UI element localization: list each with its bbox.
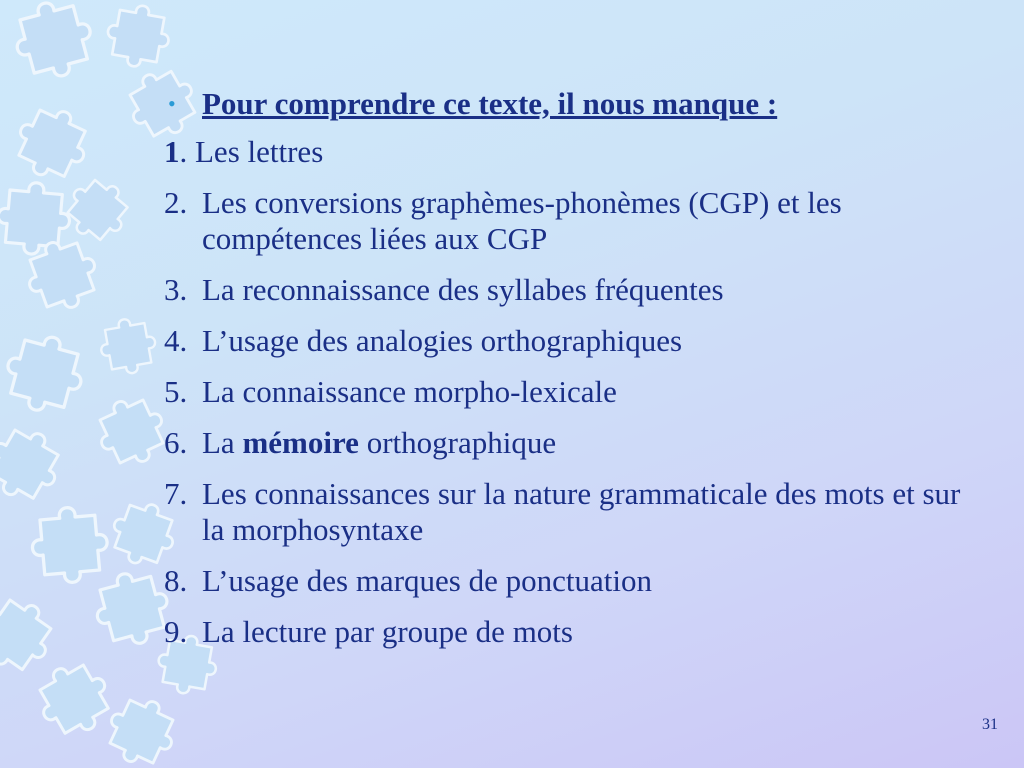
list-item-number: 5. xyxy=(164,374,188,409)
list-item-number: 6. xyxy=(164,425,188,460)
list-item-text: La lecture par groupe de mots xyxy=(202,614,573,649)
list-item-4 xyxy=(164,323,984,359)
list-item-number: 8. xyxy=(164,563,188,598)
list-item-5 xyxy=(164,374,984,410)
list-item-6 xyxy=(164,425,984,461)
list-item-1 xyxy=(164,134,984,170)
list-item-text: L’usage des analogies orthographiques xyxy=(202,323,683,358)
list-item-emphasis: mémoire xyxy=(242,425,359,460)
list-item-number: 1 xyxy=(164,134,180,169)
list-item-text xyxy=(202,425,984,461)
heading-row xyxy=(164,86,984,122)
list-item-text: L’usage des marques de ponctuation xyxy=(202,563,652,598)
list-item-rest: . Les lettres xyxy=(179,134,324,169)
list-item-text xyxy=(164,134,984,170)
list-item-text: La connaissance morpho-lexicale xyxy=(202,374,617,409)
list-item-3 xyxy=(164,272,984,308)
list-item-number: 2. xyxy=(164,185,188,220)
list-item-number: 4. xyxy=(164,323,188,358)
slide-heading: Pour comprendre ce texte, il nous manque : xyxy=(202,86,778,121)
list-item-8 xyxy=(164,563,984,599)
list-item-7 xyxy=(164,476,984,548)
list-item-number: 9. xyxy=(164,614,188,649)
list-item-post: orthographique xyxy=(358,425,557,460)
list-item-text: La reconnaissance des syllabes fréquentes xyxy=(202,272,724,307)
list-item-pre: La xyxy=(202,425,243,460)
list-item-text: Les connaissances sur la nature grammaticale des mots et sur la morphosyntaxe xyxy=(202,476,961,547)
slide-body xyxy=(164,86,984,665)
list-item-text: Les conversions graphèmes-phonèmes (CGP) et les compétences liées aux CGP xyxy=(202,185,842,256)
list-item-number: 7. xyxy=(164,476,188,511)
page-number: 31 xyxy=(982,716,998,733)
list-item-2 xyxy=(164,185,984,257)
list-item-number: 3. xyxy=(164,272,188,307)
bullet-icon: • xyxy=(168,91,176,116)
list-item-9 xyxy=(164,614,984,650)
